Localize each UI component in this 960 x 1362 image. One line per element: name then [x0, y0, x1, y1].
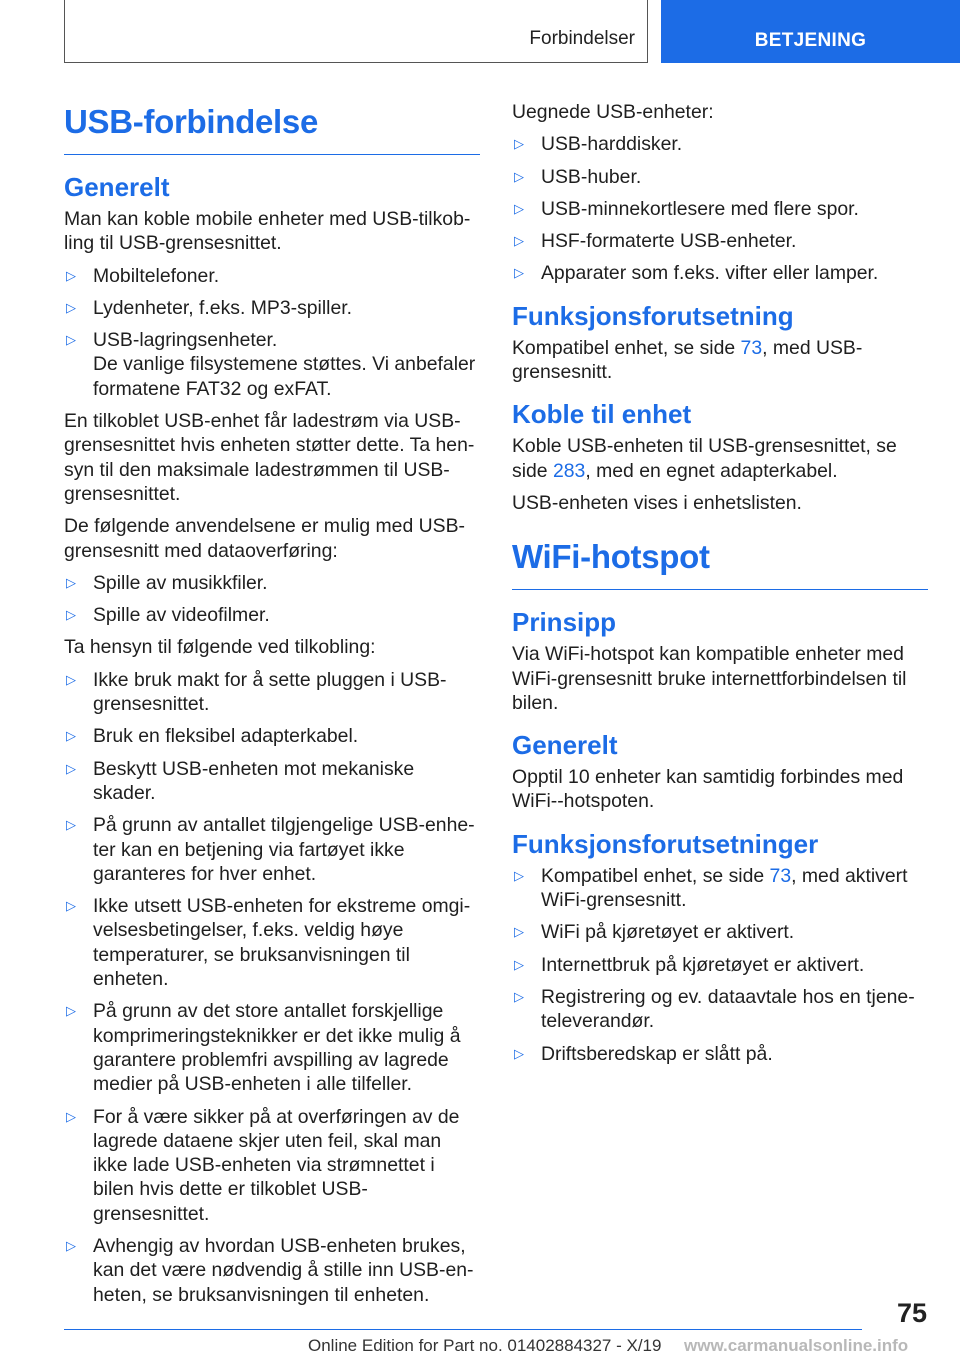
list-item: ▷ Apparater som f.eks. vifter eller lamper. — [514, 262, 879, 285]
triangle-bullet-icon: ▷ — [66, 671, 76, 687]
triangle-bullet-icon: ▷ — [66, 898, 76, 914]
filesystem-note: De vanlige filsystemene støttes. Vi anbefaler formatene FAT32 og exFAT. — [93, 353, 476, 400]
koble-text-2: USB-enheten vises i enhetslisten. — [512, 491, 802, 514]
wifi-requirements-list — [512, 864, 928, 1066]
right-column — [512, 100, 928, 1074]
list-item: ▷ Registrering og ev. dataavtale hos en tjeneteleverandør. — [514, 985, 915, 1033]
unsuitable-paragraph: Uegnede USB-enheter: — [512, 101, 714, 123]
koble-text: Koble USB-enheten til USB-grensesnittet, se side 283, med en egnet adapterkabel. — [512, 435, 897, 482]
list-item: ▷ Kompatibel enhet, se side 73, med aktivert WiFi-grensesnitt. — [514, 864, 908, 912]
list-item: ▷ Driftsberedskap er slått på. — [514, 1042, 773, 1065]
applications-paragraph: De følgende anvendelsene er mulig med USB-grensesnitt med dataoverføring: — [64, 515, 465, 562]
header-chapter-tab: BETJENING — [661, 0, 960, 63]
triangle-bullet-icon: ▷ — [66, 760, 76, 776]
usb-section-title: USB-forbindelse — [64, 100, 480, 155]
prinsipp-text: Via WiFi-hotspot kan kompatible enheter med WiFi-grensesnitt bruke internettforbindelsen til bilen. — [512, 643, 907, 714]
unsuitable-list — [512, 132, 928, 285]
usb-device-list — [64, 264, 480, 401]
charge-paragraph: En tilkoblet USB-enhet får ladestrøm via USB-grensesnittet hvis enheten støtter dette. Ta hensyn til den maksimale ladestrømmen til USB-grensesnittet. — [64, 410, 475, 505]
funksjonsforutsetninger-heading: Funksjonsforutsetninger — [512, 828, 819, 859]
footer-edition: Online Edition for Part no. 01402884327 - X/19 — [308, 1336, 662, 1355]
triangle-bullet-icon: ▷ — [514, 168, 524, 184]
list-item: ▷ På grunn av antallet tilgjengelige USB-enheter kan en betjening via fartøyet ikke garanteres for hver enhet. — [66, 814, 475, 885]
list-item: ▷ Mobiltelefoner. — [66, 264, 220, 287]
triangle-bullet-icon: ▷ — [66, 267, 76, 283]
funksjonsforutsetning-text: Kompatibel enhet, se side 73, med USB-grensesnitt. — [512, 336, 863, 384]
page-link-73[interactable]: 73 — [769, 864, 792, 887]
list-item: ▷ USB-lagringsenheter. De vanlige filsystemene støttes. Vi anbefaler formatene FAT32 og exFAT. — [64, 328, 480, 401]
list-item: ▷ USB-harddisker. — [514, 133, 683, 156]
triangle-bullet-icon: ▷ — [66, 299, 76, 315]
watermark: www.carmanualsonline.info — [684, 1336, 909, 1355]
triangle-bullet-icon: ▷ — [66, 332, 76, 348]
list-item: ▷ Ikke bruk makt for å sette pluggen i USB-grensesnittet. — [66, 668, 447, 716]
triangle-bullet-icon: ▷ — [514, 1045, 524, 1061]
wifi-section-title: WiFi-hotspot — [512, 535, 928, 590]
funksjonsforutsetning-heading: Funksjonsforutsetning — [512, 300, 794, 331]
footer-divider — [64, 1329, 862, 1330]
list-item: ▷ På grunn av det store antallet forskjellige komprimeringsteknikker er det ikke mulig å garantere problemfri avspilling av lagrede medier på USB-enheten i alle tilfeller. — [66, 1000, 461, 1096]
header-section-title: Forbindelser — [529, 28, 635, 49]
list-item: ▷ Avhengig av hvordan USB-enheten brukes, kan det være nødvendig å stille inn USB-enheten, se bruksanvisningen til enheten. — [66, 1234, 474, 1306]
koble-heading: Koble til enhet — [512, 399, 692, 430]
generelt-wifi-text: Opptil 10 enheter kan samtidig forbindes med WiFi--hotspoten. — [512, 766, 904, 813]
triangle-bullet-icon: ▷ — [66, 817, 76, 833]
consider-paragraph: Ta hensyn til følgende ved tilkobling: — [64, 636, 376, 659]
list-item: ▷ Lydenheter, f.eks. MP3-spiller. — [66, 296, 353, 319]
list-item: ▷ Bruk en fleksibel adapterkabel. — [66, 725, 359, 748]
list-item: ▷ WiFi på kjøretøyet er aktivert. — [514, 921, 795, 944]
list-item: ▷ USB-huber. — [514, 165, 642, 188]
triangle-bullet-icon: ▷ — [66, 728, 76, 744]
triangle-bullet-icon: ▷ — [514, 233, 524, 249]
list-item: ▷ HSF-formaterte USB-enheter. — [514, 230, 797, 253]
triangle-bullet-icon: ▷ — [514, 200, 524, 216]
list-item: ▷ Internettbruk på kjøretøyet er aktivert. — [514, 953, 865, 976]
consider-list — [64, 668, 480, 1307]
page-link-73[interactable]: 73 — [740, 336, 763, 359]
applications-list — [64, 571, 480, 628]
list-item: ▷ Beskytt USB-enheten mot mekaniske skader. — [66, 757, 415, 804]
triangle-bullet-icon: ▷ — [66, 1003, 76, 1019]
page-link-283[interactable]: 283 — [552, 459, 586, 482]
list-item: ▷ Ikke utsett USB-enheten for ekstreme omgivelsesbetingelser, f.eks. veldig høye temperaturer, se bruksanvisningen til enheten. — [66, 895, 471, 991]
triangle-bullet-icon: ▷ — [514, 988, 524, 1004]
page-number: 75 — [896, 1298, 927, 1328]
triangle-bullet-icon: ▷ — [66, 1108, 76, 1124]
triangle-bullet-icon: ▷ — [66, 574, 76, 590]
list-item: ▷ For å være sikker på at overføringen av de lagrede dataene skjer uten feil, skal man ikke lade USB-enheten via strømnettet i bilen hvis dette er tilkoblet USB-grensesnittet. — [66, 1105, 460, 1225]
triangle-bullet-icon: ▷ — [66, 607, 76, 623]
triangle-bullet-icon: ▷ — [66, 1237, 76, 1253]
triangle-bullet-icon: ▷ — [514, 924, 524, 940]
triangle-bullet-icon: ▷ — [514, 265, 524, 281]
generelt-wifi-heading: Generelt — [512, 730, 618, 761]
usb-intro: Man kan koble mobile enheter med USB-tilkobling til USB-grensesnittet. — [64, 208, 471, 255]
list-item: ▷ Spille av musikkfiler. — [66, 571, 268, 594]
generelt-heading: Generelt — [64, 172, 170, 202]
prinsipp-heading: Prinsipp — [512, 607, 617, 638]
list-item: ▷ Spille av videofilmer. — [66, 604, 270, 627]
list-item: ▷ USB-minnekortlesere med flere spor. — [514, 197, 859, 220]
left-column — [64, 100, 480, 1315]
header-box — [64, 0, 648, 63]
triangle-bullet-icon: ▷ — [514, 136, 524, 152]
triangle-bullet-icon: ▷ — [514, 956, 524, 972]
triangle-bullet-icon: ▷ — [514, 867, 524, 883]
